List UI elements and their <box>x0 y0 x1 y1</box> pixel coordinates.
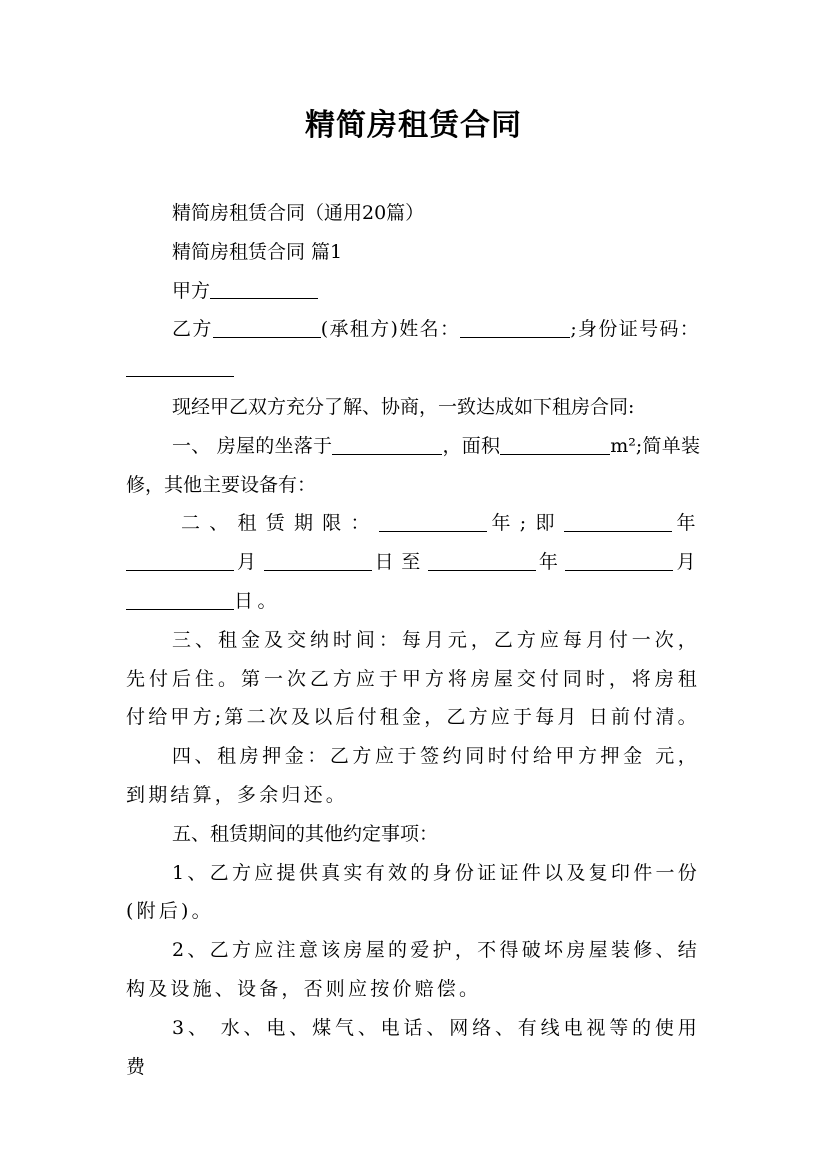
clause-1-unit: m²;简单装修，其他主要设备有： <box>126 434 700 496</box>
end-month-blank <box>565 551 673 571</box>
party-b-blank <box>213 318 321 338</box>
clause-1 <box>126 427 700 505</box>
item-1: 1、乙方应提供真实有效的身份证证件以及复印件一份(附后)。 <box>126 861 700 923</box>
clause-4: 四、租房押金：乙方应于签约同时付给甲方押金 元，到期结算，多余归还。 <box>126 745 700 806</box>
subtitle-line: 精简房租赁合同（通用20篇） <box>172 202 425 224</box>
end-day-blank <box>126 590 234 610</box>
year-label-2: 年 <box>671 512 700 535</box>
document-body <box>126 194 700 1086</box>
party-a-line <box>126 272 700 311</box>
clause-3: 三、租金及交纳时间：每月元，乙方应每月付一次，先付后住。第一次乙方应于甲方将房屋交付同时，将房租付给甲方;第二次及以后付租金，乙方应于每月 日前付清。 <box>126 628 700 729</box>
party-b-role: (承租方)姓名： <box>320 318 461 341</box>
party-a-blank <box>210 279 318 299</box>
start-day-blank <box>264 551 372 571</box>
area-blank <box>500 435 610 455</box>
clause-1-prefix: 一、 房屋的坐落于 <box>172 434 333 457</box>
item-3: 3、 水、电、煤气、电话、网络、有线电视等的使用费 <box>126 1016 700 1078</box>
part-heading: 精简房租赁合同 篇1 <box>172 240 343 263</box>
clause-2 <box>126 504 700 620</box>
clause-1-area: ，面积 <box>442 434 501 457</box>
clause-2-prefix: 二、租赁期限： <box>181 512 379 535</box>
end-year-blank <box>428 551 536 571</box>
party-b-line <box>126 310 700 388</box>
id-number-label: ;身份证号码： <box>570 318 700 341</box>
id-number-blank <box>126 357 234 377</box>
location-blank <box>332 435 442 455</box>
start-year-blank <box>564 512 672 532</box>
party-b-name-blank <box>460 318 570 338</box>
intro-line: 现经甲乙双方充分了解、协商，一致达成如下租房合同: <box>172 395 635 418</box>
month-label-2: 月 <box>673 551 700 574</box>
party-a-label: 甲方 <box>172 279 211 302</box>
year-label-1: 年 <box>486 512 520 535</box>
clause-5: 五、租赁期间的其他约定事项： <box>172 822 439 845</box>
month-label-1: 月 <box>234 551 264 574</box>
day-to-label: 日至 <box>371 551 428 574</box>
term-years-blank <box>379 512 487 532</box>
document-title: 精简房租赁合同 <box>305 108 522 143</box>
start-month-blank <box>126 551 234 571</box>
party-b-label: 乙方 <box>172 318 213 341</box>
day-end-label: 日。 <box>234 589 282 612</box>
semicolon-from: ;即 <box>519 512 564 535</box>
year-label-3: 年 <box>535 551 566 574</box>
item-2: 2、乙方应注意该房屋的爱护，不得破坏房屋装修、结构及设施、设备，否则应按价赔偿。 <box>126 939 700 1000</box>
